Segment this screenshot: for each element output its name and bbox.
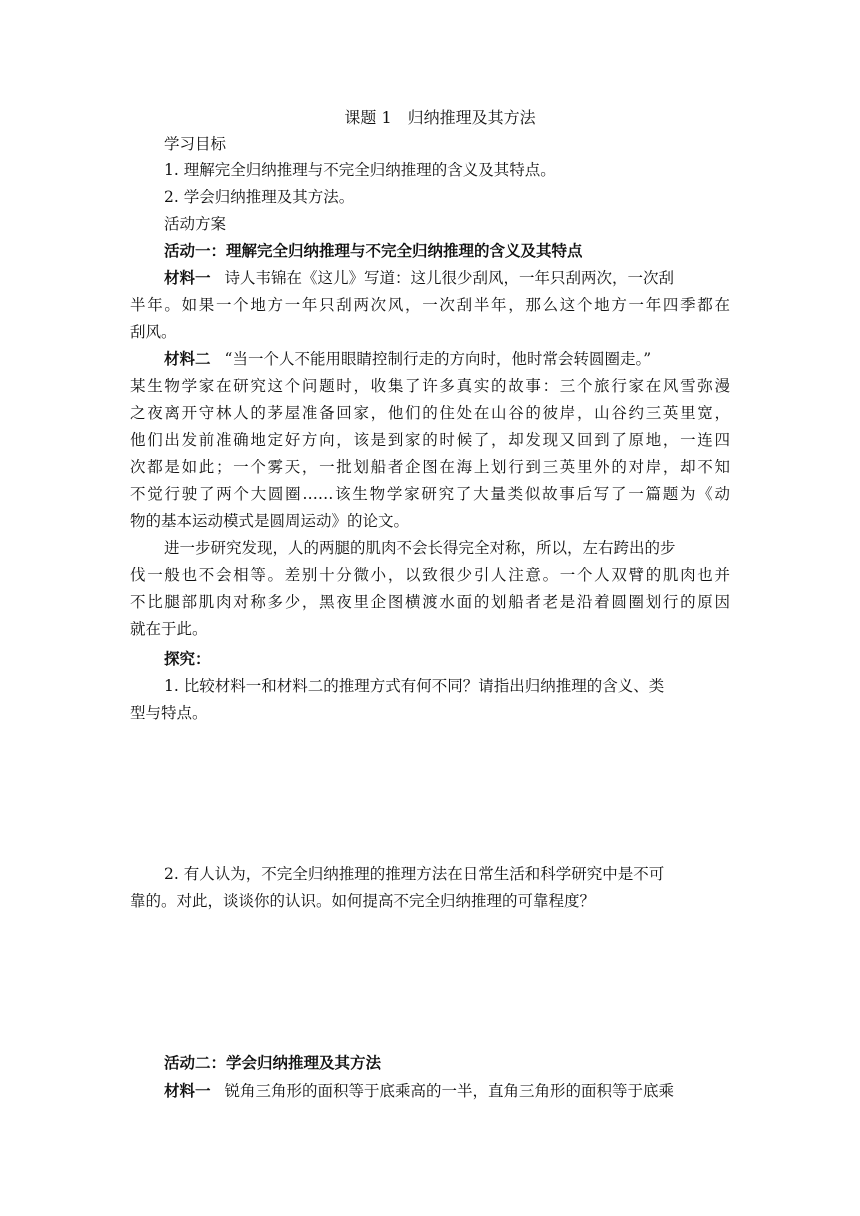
question-line: 靠的。对此，谈谈你的认识。如何提高不完全归纳推理的可靠程度？ [130, 892, 596, 910]
paragraph-line: 进一步研究发现，人的两腿的肌肉不会长得完全对称，所以，左右跨出的步 [164, 539, 676, 557]
paragraph-line: 不比腿部肌肉对称多少，黑夜里企图横渡水面的划船者老是沿着圆圈划行的原因 [130, 593, 730, 611]
question-line: 型与特点。 [130, 704, 208, 722]
plan-heading: 活动方案 [164, 215, 227, 233]
paragraph-line: 不觉行驶了两个大圆圈……该生物学家研究了大量类似故事后写了一篇题为《动 [130, 485, 730, 503]
activity2-material1-line [164, 1080, 730, 1102]
objective-item: 1. 理解完全归纳推理与不完全归纳推理的含义及其特点。 [164, 161, 556, 179]
explore-heading: 探究： [164, 649, 211, 668]
paragraph-line: 之夜离开守林人的茅屋准备回家，他们的住处在山谷的彼岸，山谷约三英里宽， [130, 404, 730, 422]
objectives-heading: 学习目标 [164, 135, 227, 153]
material-label: 材料一 [164, 268, 211, 287]
paragraph-line: 就在于此。 [130, 620, 208, 638]
activity1-material1-first-line [164, 267, 730, 289]
activity1-material2-first-line [164, 348, 730, 370]
objective-item: 2. 学会归纳推理及其方法。 [164, 188, 355, 206]
activity1-heading: 活动一：理解完全归纳推理与不完全归纳推理的含义及其特点 [164, 241, 583, 260]
paragraph-text: “当一个人不能用眼睛控制行走的方向时，他时常会转圆圈走。” [224, 350, 652, 368]
lesson-title: 课题 1 归纳推理及其方法 [344, 108, 536, 127]
paragraph-line: 他们出发前准确地定好方向，该是到家的时候了，却发现又回到了原地，一连四 [130, 431, 730, 449]
material-label: 材料一 [164, 1081, 211, 1100]
paragraph-line: 刮风。 [130, 323, 177, 341]
paragraph-line: 伐一般也不会相等。差别十分微小，以致很少引人注意。一个人双臂的肌肉也并 [130, 566, 730, 584]
question-line: 2. 有人认为，不完全归纳推理的推理方法在日常生活和科学研究中是不可 [164, 865, 665, 883]
paragraph-line: 物的基本运动模式是圆周运动》的论文。 [130, 512, 410, 530]
paragraph-line: 半年。如果一个地方一年只刮两次风，一次刮半年，那么这个地方一年四季都在 [130, 296, 730, 314]
paragraph-line: 次都是如此；一个雾天，一批划船者企图在海上划行到三英里外的对岸，却不知 [130, 458, 730, 476]
paragraph-line: 某生物学家在研究这个问题时，收集了许多真实的故事：三个旅行家在风雪弥漫 [130, 377, 730, 395]
question-line: 1. 比较材料一和材料二的推理方式有何不同？请指出归纳推理的含义、类 [164, 677, 665, 695]
paragraph-text: 锐角三角形的面积等于底乘高的一半，直角三角形的面积等于底乘 [224, 1082, 675, 1100]
activity2-heading: 活动二：学会归纳推理及其方法 [164, 1053, 382, 1072]
material-label: 材料二 [164, 349, 211, 368]
paragraph-text: 诗人韦锦在《这儿》写道：这儿很少刮风，一年只刮两次，一次刮 [224, 269, 675, 287]
